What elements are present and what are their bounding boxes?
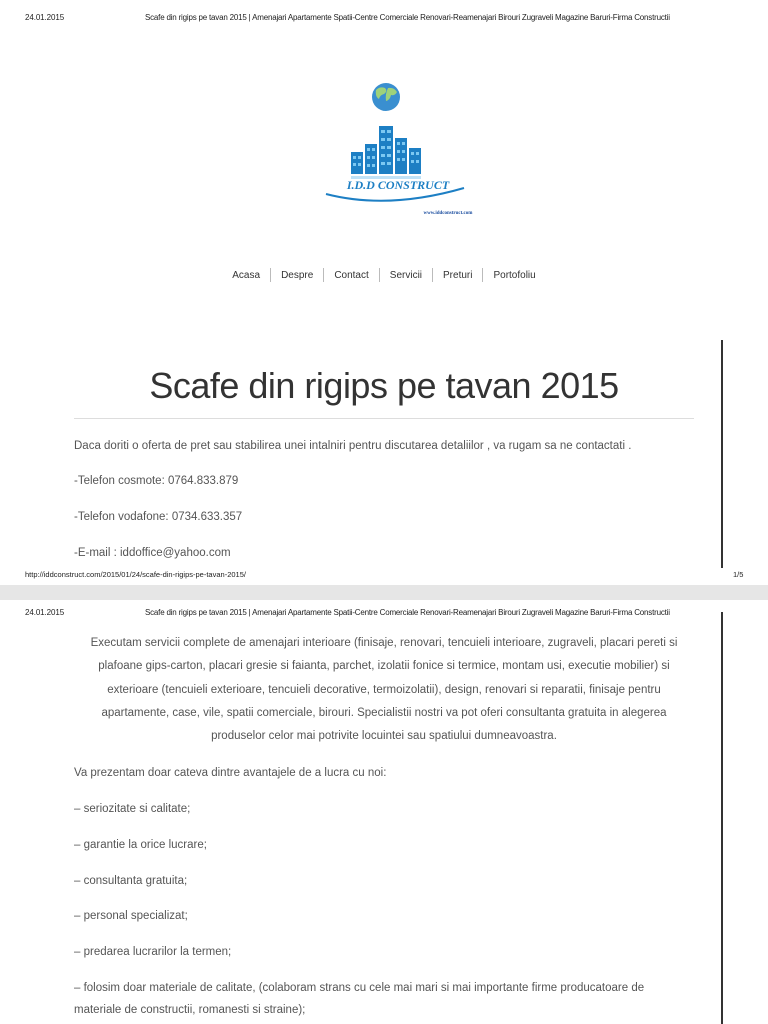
advantage-item-materials: [74, 977, 694, 1021]
services-line: Executam servicii complete de amenajari interioare (finisaje, renovari, tencuieli interioare, zugraveli, placari pereti si: [90, 637, 678, 649]
page-scrollbar[interactable]: [721, 340, 723, 568]
nav-separator: [270, 268, 271, 282]
nav-despre[interactable]: Despre: [281, 269, 314, 281]
nav-acasa[interactable]: Acasa: [232, 269, 261, 281]
services-line: exterioare (tencuieli exterioare, tencuieli decorative, termoizolatii), design, renovari si reparatii, finisaje pentru: [107, 683, 661, 696]
company-logo[interactable]: [318, 80, 480, 220]
page-title: Scafe din rigips pe tavan 2015: [149, 365, 619, 406]
nav-preturi[interactable]: Preturi: [443, 269, 473, 281]
advantage-item: – personal specializat;: [74, 910, 188, 922]
logo-graphic: [318, 80, 480, 220]
nav-servicii[interactable]: Servicii: [389, 269, 423, 281]
header-title: Scafe din rigips pe tavan 2015 | Amenajari Apartamente Spatii-Centre Comerciale Renovari-Reamenajari Birouri Zugraveli Magazine Baruri-Firma Constructii: [145, 608, 670, 617]
nav-separator: [323, 268, 324, 282]
services-line: produselor celor mai potrivite locuintei sau spatiului dumneavoastra.: [211, 730, 557, 743]
footer-page-number: 1/5: [733, 570, 744, 579]
nav-separator: [379, 268, 380, 282]
nav-separator: [432, 268, 433, 282]
advantage-item: – consultanta gratuita;: [74, 875, 188, 887]
nav-separator: [482, 268, 483, 282]
services-paragraph: [74, 632, 694, 748]
main-navigation: [0, 268, 768, 282]
logo-brand-text: I.D.D CONSTRUCT: [346, 178, 450, 192]
logo-url-text: www.iddconstruct.com: [423, 211, 473, 216]
advantage-item: – garantie la orice lucrare;: [74, 839, 207, 851]
phone-vodafone: -Telefon vodafone: 0734.633.357: [74, 511, 243, 523]
header-date: 24.01.2015: [25, 608, 65, 617]
header-date: 24.01.2015: [25, 13, 65, 22]
nav-contact[interactable]: Contact: [334, 269, 369, 281]
advantage-item: – seriozitate si calitate;: [74, 803, 191, 815]
contact-email: -E-mail : iddoffice@yahoo.com: [74, 547, 231, 559]
header-title: Scafe din rigips pe tavan 2015 | Amenajari Apartamente Spatii-Centre Comerciale Renovari-Reamenajari Birouri Zugraveli Magazine Baruri-Firma Constructii: [145, 13, 670, 22]
page-separator: [0, 585, 768, 600]
advantages-intro: Va prezentam doar cateva dintre avantajele de a lucra cu noi:: [74, 767, 387, 779]
nav-portofoliu[interactable]: Portofoliu: [493, 269, 536, 281]
advantage-item: – predarea lucrarilor la termen;: [74, 946, 232, 958]
footer-url: http://iddconstruct.com/2015/01/24/scafe-din-rigips-pe-tavan-2015/: [25, 570, 246, 579]
advantage-line: – folosim doar materiale de calitate, (colaboram strans cu cele mai mari si mai importante firme producatoare de: [74, 982, 645, 994]
services-line: plafoane gips-carton, placari gresie si faianta, parchet, izolatii fonice si termice, montam usi, executie mobilier) si: [98, 660, 670, 673]
page-scrollbar[interactable]: [721, 612, 723, 1024]
contact-intro: Daca doriti o oferta de pret sau stabilirea unei intalniri pentru discutarea detaliilor , va rugam sa ne contactati .: [74, 440, 632, 452]
title-divider: [74, 418, 694, 419]
services-line: apartamente, case, vile, spatii comerciale, birouri. Specialistii nostri va pot oferi consultanta gratuita in alegerea: [101, 706, 667, 719]
phone-cosmote: -Telefon cosmote: 0764.833.879: [74, 475, 239, 487]
advantage-line: materiale de constructii, romanesti si straine);: [74, 1004, 306, 1016]
